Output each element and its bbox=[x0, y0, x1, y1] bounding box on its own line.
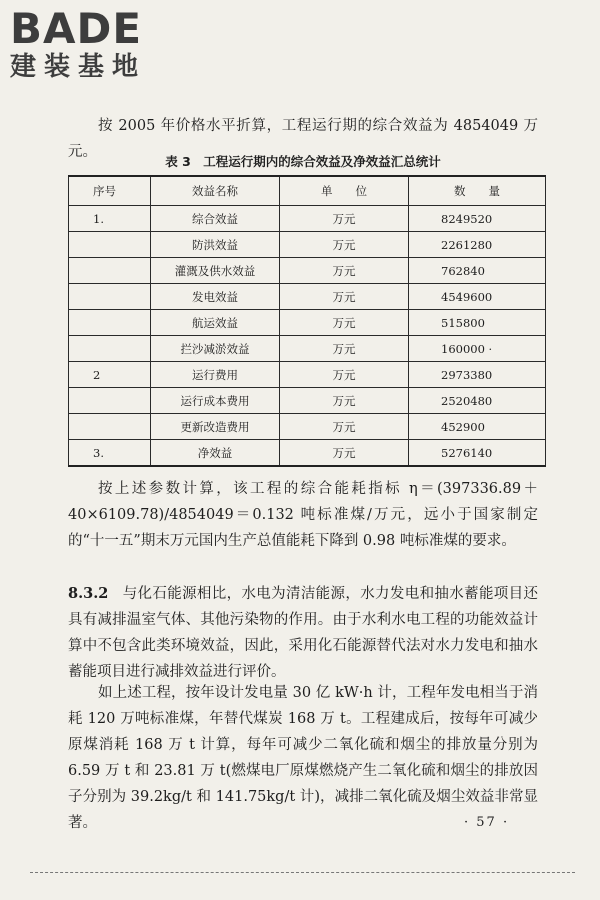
table-row bbox=[69, 258, 546, 284]
cell-quantity: 8249520 bbox=[409, 206, 546, 232]
cell-unit: 万元 bbox=[280, 414, 409, 440]
cell-no: 2 bbox=[69, 362, 151, 388]
cell-quantity: 762840 bbox=[409, 258, 546, 284]
logo-subtext: 建装基地 bbox=[10, 52, 147, 82]
bottom-divider bbox=[30, 872, 575, 873]
header-name: 效益名称 bbox=[151, 176, 280, 206]
cell-quantity: 4549600 bbox=[409, 284, 546, 310]
cell-quantity: 160000 · bbox=[409, 336, 546, 362]
cell-no bbox=[69, 414, 151, 440]
cell-no bbox=[69, 258, 151, 284]
table-row bbox=[69, 336, 546, 362]
header-unit: 单 位 bbox=[280, 176, 409, 206]
cell-unit: 万元 bbox=[280, 388, 409, 414]
cell-quantity: 452900 bbox=[409, 414, 546, 440]
cell-unit: 万元 bbox=[280, 310, 409, 336]
cell-quantity: 2520480 bbox=[409, 388, 546, 414]
section-text: 与化石能源相比，水电为清洁能源，水力发电和抽水蓄能项目还具有减排温室气体、其他污染物的作用。由于水利水电工程的功能效益计算中不包含此类环境效益，因此，采用化石能源替代法对水力发电和抽水蓄能项目进行减排效益进行评价。 bbox=[68, 585, 538, 680]
section-number: 8.3.2 bbox=[68, 584, 109, 602]
cell-unit: 万元 bbox=[280, 336, 409, 362]
cell-unit: 万元 bbox=[280, 232, 409, 258]
cell-unit: 万元 bbox=[280, 440, 409, 467]
header-quantity: 数 量 bbox=[409, 176, 546, 206]
table-row bbox=[69, 362, 546, 388]
cell-name: 航运效益 bbox=[151, 310, 280, 336]
cell-no bbox=[69, 232, 151, 258]
cell-name: 综合效益 bbox=[151, 206, 280, 232]
cell-no bbox=[69, 336, 151, 362]
cell-quantity: 2261280 bbox=[409, 232, 546, 258]
benefit-summary-table bbox=[68, 175, 546, 467]
cell-unit: 万元 bbox=[280, 258, 409, 284]
header-no: 序号 bbox=[69, 176, 151, 206]
cell-name: 防洪效益 bbox=[151, 232, 280, 258]
cell-quantity: 515800 bbox=[409, 310, 546, 336]
table-row bbox=[69, 232, 546, 258]
watermark-logo bbox=[10, 6, 146, 82]
table-row bbox=[69, 310, 546, 336]
intro-paragraph: 按 2005 年价格水平折算，工程运行期的综合效益为 4854049 万元。 bbox=[68, 117, 538, 160]
table-row bbox=[69, 388, 546, 414]
cell-name: 更新改造费用 bbox=[151, 414, 280, 440]
cell-name: 发电效益 bbox=[151, 284, 280, 310]
cell-no: 1. bbox=[69, 206, 151, 232]
table-row bbox=[69, 206, 546, 232]
cell-name: 运行费用 bbox=[151, 362, 280, 388]
cell-no: 3. bbox=[69, 440, 151, 467]
cell-name: 灌溉及供水效益 bbox=[151, 258, 280, 284]
table-row bbox=[69, 284, 546, 310]
cell-quantity: 2973380 bbox=[409, 362, 546, 388]
energy-index-paragraph: 按上述参数计算，该工程的综合能耗指标 η＝(397336.89＋40×6109.78)/4854049＝0.132 吨标准煤/万元，远小于国家制定的“十一五”期末万元国内生产总值能耗下降到 0.98 吨标准煤的要求。 bbox=[68, 480, 538, 549]
logo-text: BADE bbox=[10, 4, 143, 53]
cell-unit: 万元 bbox=[280, 284, 409, 310]
table-header-row bbox=[69, 176, 546, 206]
cell-unit: 万元 bbox=[280, 362, 409, 388]
cell-name: 拦沙减淤效益 bbox=[151, 336, 280, 362]
page-number: · 57 · bbox=[464, 815, 510, 830]
cell-no bbox=[69, 310, 151, 336]
section-8-3-2-paragraph bbox=[68, 581, 538, 685]
emission-reduction-paragraph: 如上述工程，按年设计发电量 30 亿 kW·h 计，工程年发电相当于消耗 120 万吨标准煤，年替代煤炭 168 万 t。工程建成后，按每年可减少原煤消耗 168 万 t 计算，每年可减少二氧化硫和烟尘的排放量分别为 6.59 万 t 和 23.81 万 t(燃煤电厂原煤燃烧产生二氧化硫和烟尘的排放因子分别为 39.2kg/t 和 141.75kg/t 计)，减排二氧化硫及烟尘效益非常显著。 bbox=[68, 684, 538, 831]
cell-quantity: 5276140 bbox=[409, 440, 546, 467]
cell-no bbox=[69, 284, 151, 310]
table-row bbox=[69, 414, 546, 440]
cell-name: 净效益 bbox=[151, 440, 280, 467]
cell-unit: 万元 bbox=[280, 206, 409, 232]
table-caption: 表 3 工程运行期内的综合效益及净效益汇总统计 bbox=[165, 154, 441, 169]
cell-no bbox=[69, 388, 151, 414]
cell-name: 运行成本费用 bbox=[151, 388, 280, 414]
table-row bbox=[69, 440, 546, 467]
